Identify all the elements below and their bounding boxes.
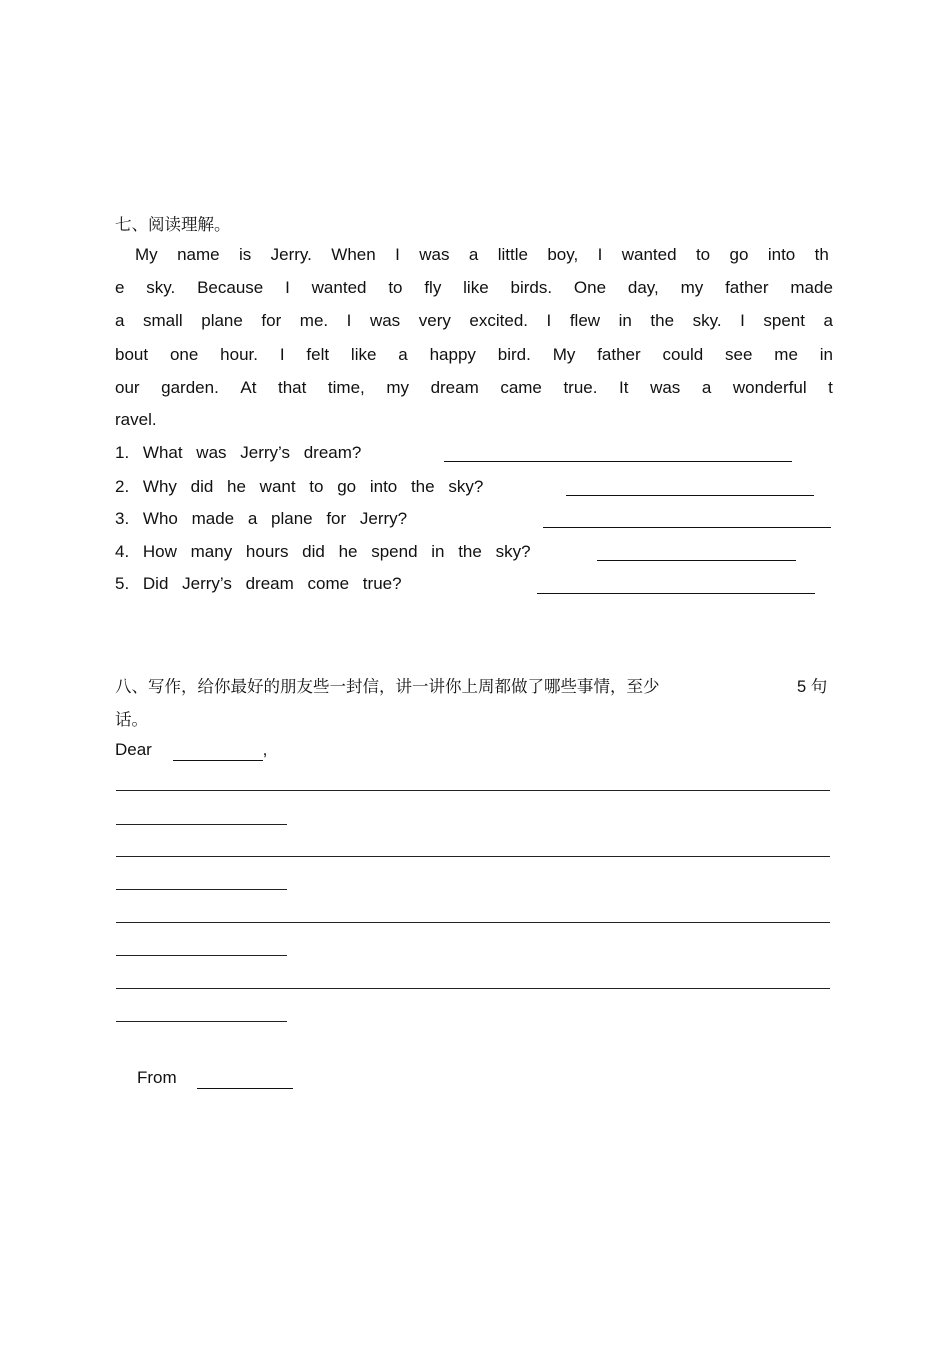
writing-line-4b[interactable]	[116, 1021, 287, 1022]
answer-line-3[interactable]	[543, 527, 831, 528]
passage-word: little	[497, 245, 528, 264]
passage-word: a	[468, 245, 479, 264]
passage-word: I	[395, 245, 400, 264]
passage-word: into	[767, 245, 796, 264]
writing-heading-tail: 话。	[115, 711, 148, 729]
passage-word: a	[398, 345, 408, 364]
from-name-blank[interactable]	[197, 1068, 293, 1089]
passage-word: Because	[197, 278, 264, 297]
passage-word: to	[695, 245, 711, 264]
passage-word: At	[240, 378, 257, 397]
passage-word: bout	[115, 345, 149, 364]
passage-word: hour.	[220, 345, 258, 364]
passage-line	[115, 311, 833, 331]
passage-word: father	[597, 345, 641, 364]
writing-line-4[interactable]	[116, 988, 830, 989]
question-1: 1. What was Jerry’s dream?	[115, 443, 362, 462]
passage-word: made	[790, 278, 833, 297]
passage-word: see	[725, 345, 753, 364]
passage-word: like	[463, 278, 489, 297]
reading-heading: 七、阅读理解。	[115, 216, 231, 234]
passage-word: fly	[424, 278, 442, 297]
writing-line-3[interactable]	[116, 922, 830, 923]
passage-word: sky.	[146, 278, 176, 297]
passage-word: time,	[327, 378, 365, 397]
passage-word: boy,	[547, 245, 579, 264]
question-2: 2. Why did he want to go into the sky?	[115, 477, 484, 496]
passage-word: was	[419, 245, 450, 264]
from-label: From	[137, 1068, 177, 1087]
writing-line-2b[interactable]	[116, 889, 287, 890]
passage-word: very	[418, 311, 451, 330]
passage-word: our	[115, 378, 140, 397]
question-4: 4. How many hours did he spend in the sky?	[115, 542, 531, 561]
passage-word: is	[238, 245, 252, 264]
dear-comma: ,	[262, 740, 268, 759]
passage-word: birds.	[510, 278, 553, 297]
passage-word: My	[552, 345, 576, 364]
passage-word: could	[662, 345, 704, 364]
passage-word: a	[115, 311, 125, 330]
question-5: 5. Did Jerry’s dream come true?	[115, 574, 402, 593]
passage-word: a	[701, 378, 712, 397]
passage-word: dream	[430, 378, 479, 397]
passage-word: sky.	[692, 311, 722, 330]
passage-word: me.	[299, 311, 329, 330]
passage-word: felt	[306, 345, 330, 364]
passage-line	[115, 410, 833, 430]
passage-word: I	[740, 311, 745, 330]
passage-word: I	[285, 278, 290, 297]
passage-word: came	[500, 378, 542, 397]
passage-line	[115, 378, 833, 398]
passage-word: to	[388, 278, 403, 297]
passage-word: spent	[763, 311, 805, 330]
passage-word: ravel.	[115, 410, 157, 429]
writing-line-1b[interactable]	[116, 824, 287, 825]
passage-word: the	[650, 311, 675, 330]
passage-word: t	[828, 378, 833, 397]
passage-word: my	[386, 378, 409, 397]
writing-line-2[interactable]	[116, 856, 830, 857]
from-line	[137, 1068, 293, 1089]
answer-line-5[interactable]	[537, 593, 815, 594]
passage-word: was	[369, 311, 401, 330]
passage-word: It	[619, 378, 629, 397]
passage-word: name	[177, 245, 220, 264]
passage-word: My	[135, 245, 158, 264]
passage-word: go	[729, 245, 749, 264]
passage-word: like	[350, 345, 377, 364]
passage-line	[115, 345, 833, 365]
passage-word: wonderful	[732, 378, 807, 397]
passage-word: I	[346, 311, 352, 330]
passage-word: one	[169, 345, 199, 364]
answer-line-2[interactable]	[566, 495, 814, 496]
writing-line-3b[interactable]	[116, 955, 287, 956]
passage-word: wanted	[311, 278, 367, 297]
question-3: 3. Who made a plane for Jerry?	[115, 509, 408, 528]
passage-word: bird.	[497, 345, 531, 364]
passage-line	[135, 245, 829, 265]
passage-word: I	[279, 345, 285, 364]
writing-line-1[interactable]	[116, 790, 830, 791]
passage-word: in	[618, 311, 632, 330]
answer-line-4[interactable]	[597, 560, 796, 561]
dear-name-blank[interactable]	[173, 740, 263, 761]
passage-word: th	[814, 245, 829, 264]
answer-line-1[interactable]	[444, 461, 792, 462]
passage-word: father	[725, 278, 769, 297]
passage-word: One	[573, 278, 607, 297]
passage-word: garden.	[161, 378, 219, 397]
passage-word: happy	[429, 345, 476, 364]
passage-word: my	[680, 278, 704, 297]
passage-word: true.	[563, 378, 598, 397]
dear-line	[115, 740, 267, 761]
passage-word: plane	[201, 311, 243, 330]
passage-word: was	[650, 378, 681, 397]
passage-word: flew	[569, 311, 601, 330]
passage-word: e	[115, 278, 125, 297]
passage-word: I	[546, 311, 552, 330]
passage-word: I	[597, 245, 603, 264]
passage-word: a	[823, 311, 833, 330]
writing-heading: 八、写作，给你最好的朋友些一封信，讲一讲你上周都做了哪些事情，至少	[115, 678, 660, 696]
passage-word: that	[278, 378, 307, 397]
passage-word: in	[819, 345, 833, 364]
passage-line	[115, 278, 833, 298]
passage-word: day,	[627, 278, 659, 297]
passage-word: wanted	[621, 245, 677, 264]
passage-word: me	[774, 345, 798, 364]
writing-sentence-count: 5 句	[797, 678, 828, 696]
passage-word: When	[331, 245, 376, 264]
passage-word: Jerry.	[270, 245, 312, 264]
passage-word: excited.	[469, 311, 528, 330]
passage-word: small	[143, 311, 183, 330]
dear-label: Dear	[115, 740, 152, 759]
passage-word: for	[261, 311, 282, 330]
